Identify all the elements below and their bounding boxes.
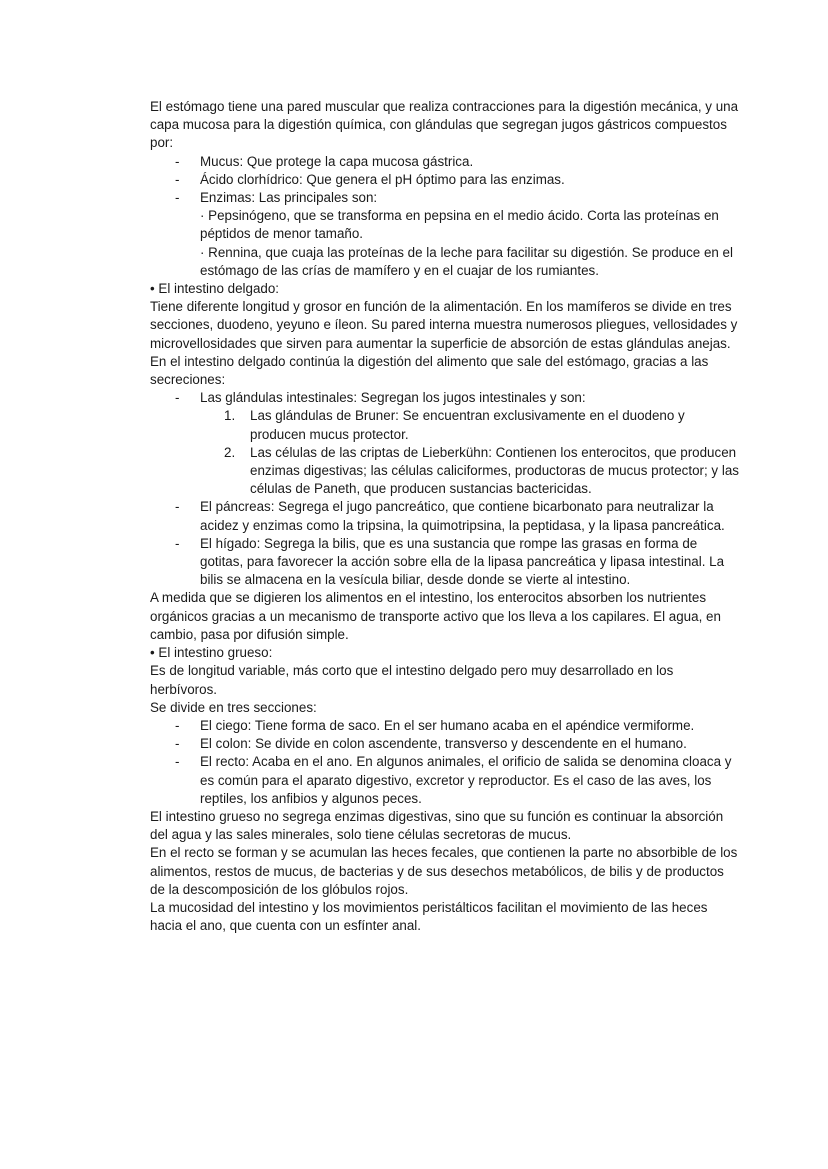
large-intestine-paragraph-3: El intestino grueso no segrega enzimas digestivas, sino que su función es continuar la absorción del agua y las sales minerales, solo tiene células secretoras de mucus. bbox=[150, 808, 724, 843]
stomach-intro: El estómago tiene una pared muscular que realiza contracciones para la digestión mecánica, y una capa mucosa para la digestión química, con glándulas que segregan jugos gástricos compuestos por: bbox=[150, 99, 739, 151]
number-label: 1. bbox=[224, 408, 236, 424]
numbered-item-bruner bbox=[224, 407, 740, 443]
large-intestine-paragraph-1: Es de longitud variable, más corto que el intestino delgado pero muy desarrollado en los herbívoros. bbox=[150, 663, 674, 697]
list-item-rectum: - El recto: Acaba en el ano. En algunos animales, el orificio de salida se denomina cloaca y es común para el aparato digestivo, excretor y reproductor. Es el caso de las aves, los reptiles, los anfibios y algunos peces. bbox=[200, 753, 740, 808]
enzyme-pepsinogen: · Pepsinógeno, que se transforma en pepsina en el medio ácido. Corta las proteínas en péptidos de menor tamaño. bbox=[200, 208, 719, 242]
list-item-intestinal-glands bbox=[200, 389, 740, 498]
list-item-acid: - Ácido clorhídrico: Que genera el pH óptimo para las enzimas. bbox=[200, 171, 740, 189]
large-intestine-paragraph-2: Se divide en tres secciones: bbox=[150, 699, 317, 715]
list-item-mucus: - Mucus: Que protege la capa mucosa gástrica. bbox=[200, 153, 740, 171]
list-item-cecum: - El ciego: Tiene forma de saco. En el ser humano acaba en el apéndice vermiforme. bbox=[200, 717, 740, 735]
document-page bbox=[150, 98, 740, 935]
small-intestine-paragraph-1: Tiene diferente longitud y grosor en función de la alimentación. En los mamíferos se divide en tres secciones, duodeno, yeyuno e íleon. Su pared interna muestra numerosos pliegues, vellosidades y microvellosidades que sirven para aumentar la superficie de absorción de estas glándulas anejas. bbox=[150, 299, 738, 351]
large-intestine-paragraph-4: En el recto se forman y se acumulan las heces fecales, que contienen la parte no absorbible de los alimentos, restos de mucus, de bacterias y de sus desechos metabólicos, de bilis y de productos de la descomposición de los glóbulos rojos. bbox=[150, 845, 738, 897]
list-item-pancreas: - El páncreas: Segrega el jugo pancreático, que contiene bicarbonato para neutralizar la acidez y enzimas como la tripsina, la quimotripsina, la peptidasa, y la lipasa pancreática. bbox=[200, 498, 740, 534]
lieberkuhn-text: Las células de las criptas de Lieberkühn: Contienen los enterocitos, que producen enzimas digestivas; las células caliciformes, productoras de mucus protector; y las células de Paneth, que producen sustancias bactericidas. bbox=[250, 444, 739, 497]
list-item-colon: - El colon: Se divide en colon ascendente, transverso y descendente en el humano. bbox=[200, 735, 740, 753]
large-intestine-sections-list bbox=[150, 717, 740, 808]
large-intestine-paragraph-5: La mucosidad del intestino y los movimientos peristálticos facilitan el movimiento de las heces hacia el ano, que cuenta con un esfínter anal. bbox=[150, 899, 708, 934]
number-label: 2. bbox=[224, 444, 236, 460]
list-item-liver: - El hígado: Segrega la bilis, que es una sustancia que rompe las grasas en forma de gotitas, para favorecer la acción sobre ella de la lipasa pancreática y lipasa intestinal. La bilis se almacena en la vesícula biliar, desde donde se vierte al intestino. bbox=[200, 535, 740, 590]
small-intestine-heading: • El intestino delgado: bbox=[150, 281, 280, 297]
stomach-secretions-list bbox=[150, 153, 740, 280]
small-intestine-paragraph-3: A medida que se digieren los alimentos en el intestino, los enterocitos absorben los nutrientes orgánicos gracias a un mecanismo de transporte activo que los lleva a los capilares. El agua, en cambio, pasa por difusión simple. bbox=[150, 590, 721, 642]
intestinal-glands-numbered-list bbox=[200, 407, 740, 498]
enzymes-label: Enzimas: Las principales son: bbox=[200, 190, 378, 206]
enzyme-rennin: · Rennina, que cuaja las proteínas de la leche para facilitar su digestión. Se produce en el estómago de las crías de mamífero y en el cuajar de los rumiantes. bbox=[200, 244, 733, 278]
small-intestine-paragraph-2: En el intestino delgado continúa la digestión del alimento que sale del estómago, gracias a las secreciones: bbox=[150, 353, 709, 388]
bruner-text: Las glándulas de Bruner: Se encuentran exclusivamente en el duodeno y producen mucus protector. bbox=[250, 408, 685, 442]
intestinal-glands-text: Las glándulas intestinales: Segregan los jugos intestinales y son: bbox=[200, 390, 586, 406]
large-intestine-heading: • El intestino grueso: bbox=[150, 645, 273, 661]
list-item-enzymes bbox=[200, 189, 740, 280]
small-intestine-secretions-list bbox=[150, 389, 740, 589]
numbered-item-lieberkuhn bbox=[224, 444, 740, 499]
